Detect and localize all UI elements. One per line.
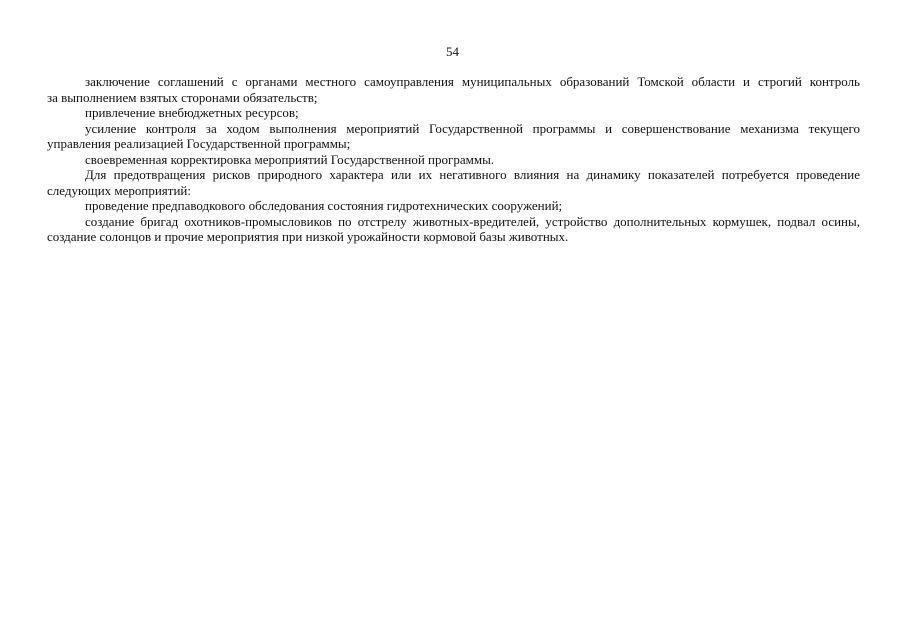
paragraph — [47, 198, 860, 214]
paragraph — [47, 74, 860, 105]
paragraph-line: создание солонцов и прочие мероприятия при низкой урожайности кормовой базы животных. — [47, 229, 569, 244]
paragraph — [47, 214, 860, 245]
paragraph-line: управления реализацией Государственной программы; — [47, 136, 351, 151]
paragraph — [47, 121, 860, 152]
paragraph-line: следующих мероприятий: — [47, 182, 191, 198]
paragraph-line: своевременная корректировка мероприятий Государственной программы. — [85, 151, 495, 167]
paragraph-line: заключение соглашений с органами местного самоуправления муниципальных образований Томской области и строгий контроль — [85, 74, 860, 89]
paragraph-line: усиление контроля за ходом выполнения мероприятий Государственной программы и совершенствование механизма текущего — [85, 120, 860, 136]
paragraph-line: создание бригад охотников-промысловиков по отстрелу животных-вредителей, устройство дополнительных кормушек, подвал осины, — [85, 213, 860, 229]
paragraph-line: за выполнением взятых сторонами обязательств; — [47, 89, 318, 105]
paragraph — [47, 105, 860, 121]
paragraph-line: привлечение внебюджетных ресурсов; — [85, 105, 299, 120]
paragraph-line: Для предотвращения рисков природного характера или их негативного влияния на динамику показателей потребуется проведение — [85, 167, 860, 182]
page-number: 54 — [446, 44, 459, 59]
paragraph — [47, 167, 860, 198]
paragraph-line: проведение предпаводкового обследования состояния гидротехнических сооружений; — [85, 198, 563, 213]
document-body — [47, 74, 860, 245]
paragraph — [47, 152, 860, 168]
